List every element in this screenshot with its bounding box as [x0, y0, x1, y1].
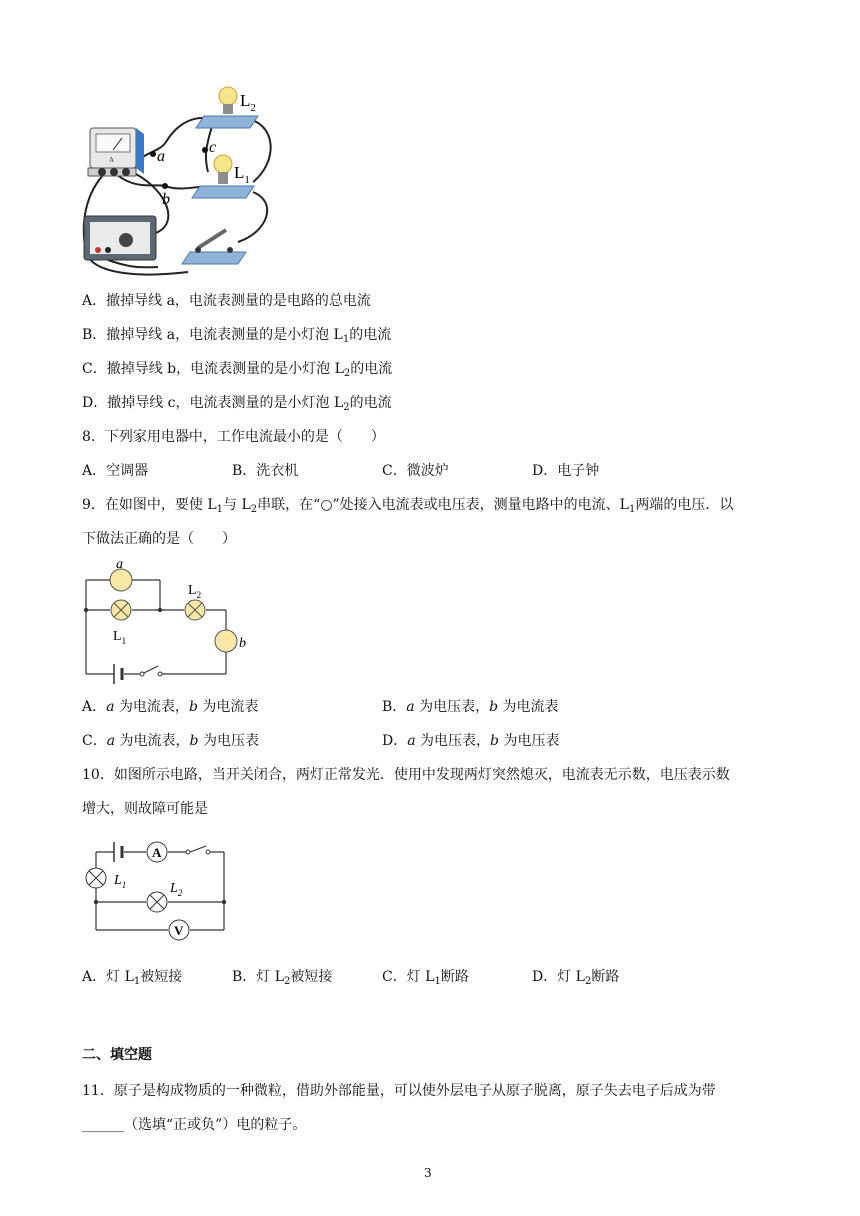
q10-label-l2: $L_2$ [170, 881, 183, 898]
power-supply-device [84, 216, 156, 260]
q9-option-a: A．a 为电流表，b 为电流表 [82, 699, 259, 715]
q9-label-l1: $L_1$ [113, 629, 127, 646]
q10-option-a: A．灯 $L_1$被短接 [82, 969, 183, 987]
q7-option-d: D．撤掉导线 c，电流表测量的是小灯泡 $L_2$的电流 [82, 395, 392, 413]
label-b: b [162, 191, 170, 208]
label-l1: $L_1$ [234, 163, 250, 186]
lamp-l1 [111, 600, 131, 620]
q11-stem-line1: 11．原子是构成物质的一种微粒，借助外部能量，可以使外层电子从原子脱离，原子失去电子后成为带 [82, 1083, 716, 1099]
knife-switch [182, 230, 246, 264]
q9-option-d: D．a 为电压表，b 为电压表 [382, 733, 560, 749]
ammeter-symbol-q10 [147, 842, 167, 862]
q10-stem-line2: 增大，则故障可能是 [82, 801, 208, 817]
q7-circuit-figure [78, 82, 288, 282]
q7-option-b: B．撤掉导线 a，电流表测量的是小灯泡 $L_1$的电流 [82, 327, 392, 345]
q10-option-d: D．灯 $L_2$断路 [532, 969, 620, 987]
label-a: a [157, 148, 165, 165]
meter-a [110, 569, 132, 591]
q9-stem-line1: 9．在如图中，要使 $L_1$与 $L_2$串联，在“○”处接入电流表或电压表，测量电路中的电流、$L_1$两端的电压．以 [82, 497, 734, 515]
q11-answer-blank[interactable]: ______ [82, 1117, 124, 1133]
q8-option-d: D．电子钟 [532, 463, 600, 479]
q8-option-a: A．空调器 [82, 463, 149, 479]
q9-label-b: b [239, 636, 246, 651]
ammeter-symbol: A [109, 156, 115, 164]
q9-option-c: C．a 为电流表，b 为电压表 [82, 733, 259, 749]
q9-option-b: B．a 为电压表，b 为电流表 [382, 699, 559, 715]
q7-option-c: C．撤掉导线 b，电流表测量的是小灯泡 $L_2$的电流 [82, 361, 393, 379]
q8-option-c: C．微波炉 [382, 463, 449, 479]
svg-text:A: A [152, 845, 162, 860]
label-l2: $L_2$ [240, 91, 256, 114]
q9-stem-line2: 下做法正确的是（ ） [82, 531, 236, 547]
voltmeter-symbol-q10 [169, 920, 189, 940]
section-heading-fill-blank: 二、填空题 [82, 1047, 152, 1063]
q9-circuit-figure [80, 556, 260, 688]
q10-option-c: C．灯 $L_1$断路 [382, 969, 469, 987]
q10-label-l1: $L_1$ [114, 873, 127, 890]
q10-stem-line1: 10．如图所示电路，当开关闭合，两灯正常发光．使用中发现两灯突然熄灭，电流表无示数，电压表示数 [82, 767, 730, 783]
page-number: 3 [424, 1166, 432, 1180]
label-c: c [209, 139, 217, 156]
q11-stem-line2: ______（选填“正或负”）电的粒子。 [82, 1117, 307, 1133]
q10-circuit-figure [84, 834, 234, 944]
q8-option-b: B．洗衣机 [232, 463, 299, 479]
lamp-l2 [185, 600, 205, 620]
lamp-l2-q10 [147, 892, 167, 912]
q10-option-b: B．灯 $L_2$被短接 [232, 969, 333, 987]
q8-stem: 8．下列家用电器中，工作电流最小的是（ ） [82, 429, 385, 445]
q9-label-l2: $L_2$ [188, 583, 202, 600]
meter-b [215, 630, 237, 652]
q7-option-a: A．撤掉导线 a，电流表测量的是电路的总电流 [82, 293, 371, 309]
lamp-l1-q10 [86, 868, 106, 888]
svg-text:V: V [174, 923, 184, 938]
q9-label-a: a [116, 557, 123, 572]
ammeter-device [88, 128, 144, 176]
